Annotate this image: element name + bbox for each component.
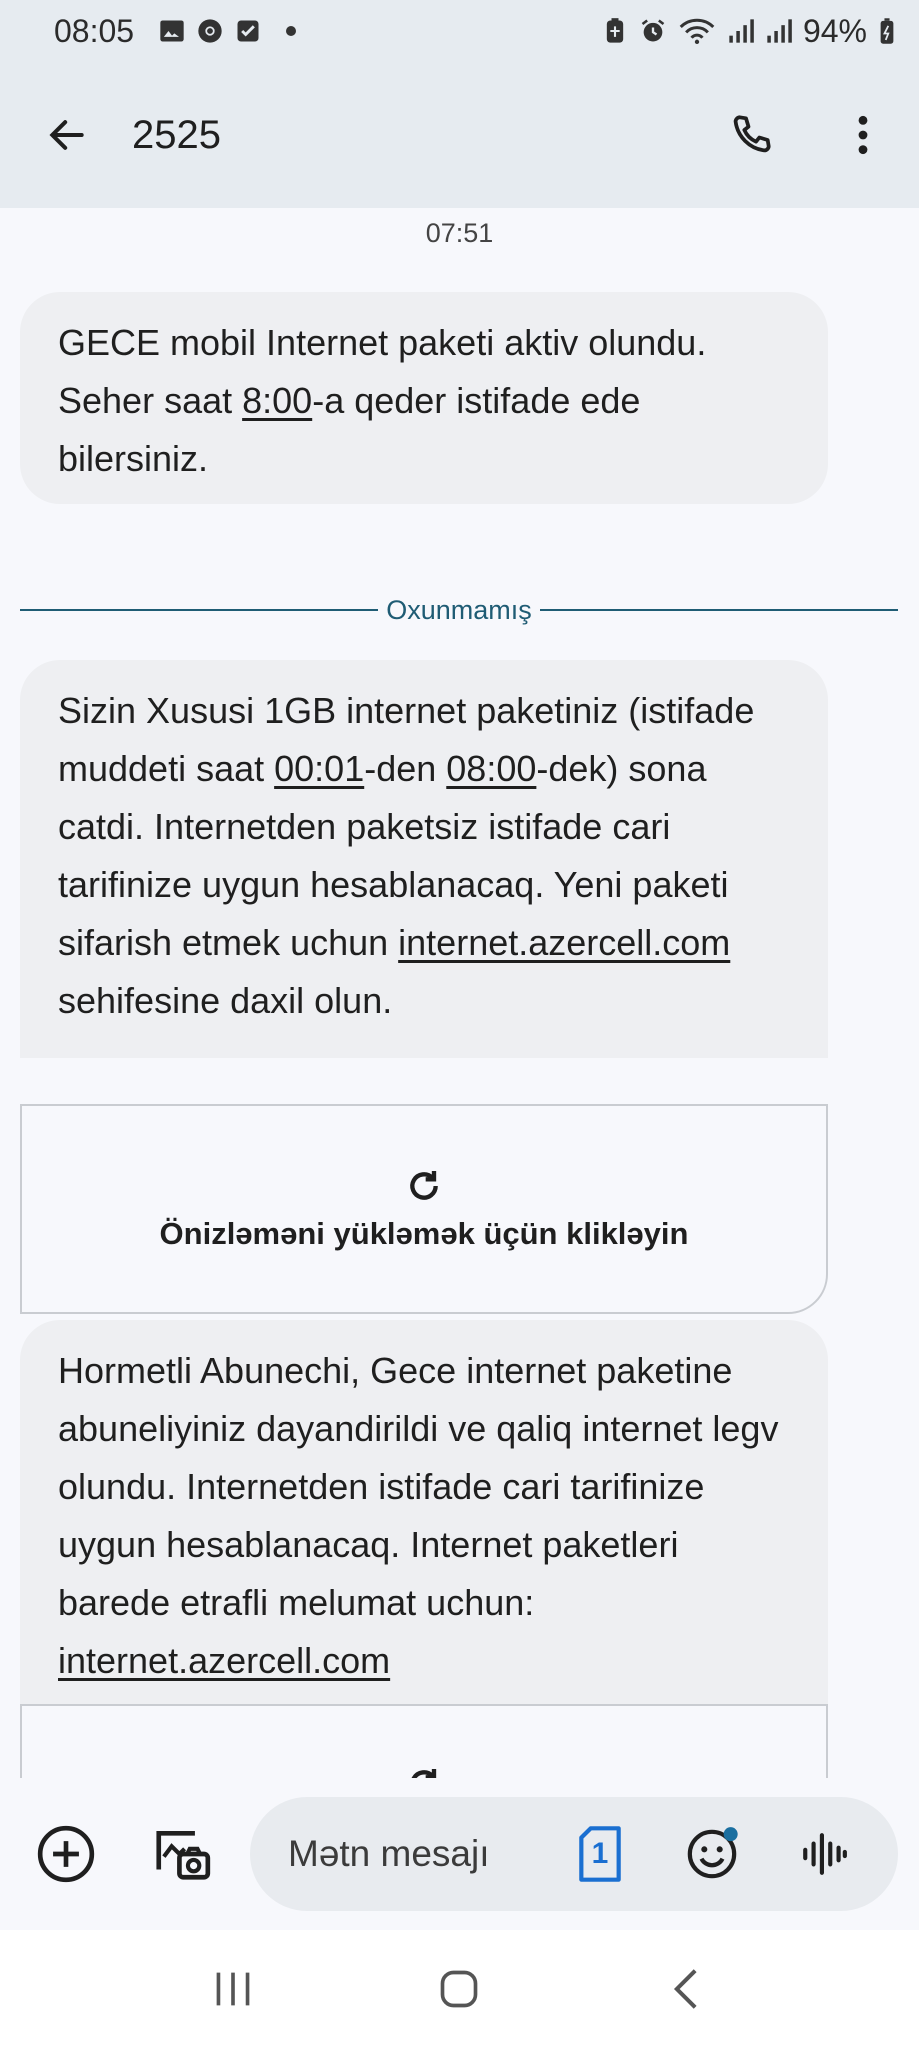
signal-icon (765, 17, 793, 45)
checkbox-icon (234, 17, 262, 45)
message-text: Sizin Xususi 1GB internet paketiniz (istifade muddeti saat (58, 690, 755, 789)
composer-bar (0, 1778, 919, 1930)
message-text: -den (364, 748, 447, 789)
app-bar-actions (721, 105, 893, 165)
unread-divider (20, 590, 898, 630)
status-left (54, 13, 296, 50)
voice-message-button[interactable] (790, 1820, 858, 1888)
message-bubble[interactable] (20, 292, 828, 504)
alarm-icon (639, 17, 667, 45)
recents-icon (211, 1969, 255, 2009)
add-attachment-button[interactable] (32, 1820, 100, 1888)
call-button[interactable] (721, 105, 781, 165)
waveform-icon (799, 1829, 849, 1879)
message-text: sehifesine daxil olun. (58, 980, 393, 1021)
gallery-button[interactable] (148, 1820, 216, 1888)
recent-apps-button[interactable] (193, 1949, 273, 2029)
system-navigation-bar (0, 1930, 919, 2048)
unread-label: Oxunmamış (386, 594, 532, 625)
time-link[interactable]: 8:00 (242, 380, 313, 421)
time-link[interactable]: 00:01 (274, 748, 365, 789)
emoji-button[interactable] (678, 1820, 746, 1888)
more-options-button[interactable] (833, 105, 893, 165)
image-camera-icon (151, 1823, 213, 1885)
url-link[interactable]: internet.azercell.com (398, 922, 731, 963)
link-preview-card[interactable] (20, 1104, 828, 1314)
arrow-left-icon (45, 113, 89, 157)
notification-dot-icon (286, 26, 296, 36)
message-text: GECE mobil Internet paketi aktiv olundu. Seher saat (58, 322, 707, 421)
more-vert-icon (853, 113, 873, 157)
message-text: -dek) sona catdi. Internetden paketsiz istifade cari tarifinize uygun hesablanacaq. Yeni paketi sifarish etmek uchun (58, 748, 729, 963)
chevron-left-icon (666, 1967, 706, 2011)
message-input[interactable] (250, 1797, 898, 1911)
input-actions (566, 1820, 858, 1888)
gallery-icon (158, 17, 186, 45)
back-button[interactable] (32, 100, 102, 170)
message-bubble[interactable] (20, 660, 828, 1058)
battery-icon (877, 17, 897, 45)
conversation-title: 2525 (132, 112, 221, 157)
emoji-icon (684, 1826, 740, 1882)
message-timestamp: 07:51 (425, 218, 494, 248)
signal-icon (727, 17, 755, 45)
wifi-icon (677, 17, 717, 45)
sim-select-button[interactable] (566, 1820, 634, 1888)
battery-percent: 94% (802, 12, 867, 49)
home-icon (437, 1967, 481, 2011)
phone-icon (726, 110, 776, 160)
message-text: -a qeder istifade ede bilersiniz. (58, 380, 641, 479)
link-preview-card[interactable] (20, 1704, 828, 1778)
message-list[interactable] (0, 208, 919, 1778)
message-bubble[interactable] (20, 1320, 828, 1718)
status-time: 08:05 (54, 12, 135, 49)
chrome-icon (196, 17, 224, 45)
time-link[interactable]: 08:00 (446, 748, 537, 789)
refresh-icon (404, 1166, 444, 1206)
home-button[interactable] (419, 1949, 499, 2029)
message-input-placeholder: Mətn mesajı (288, 1833, 490, 1874)
system-back-button[interactable] (646, 1949, 726, 2029)
refresh-icon (404, 1764, 444, 1778)
status-right (601, 13, 897, 50)
load-preview-label: Önizləməni yükləmək üçün klikləyin (159, 1216, 689, 1251)
plus-circle-icon (35, 1823, 97, 1885)
message-text: Hormetli Abunechi, Gece internet paketine abuneliyiniz dayandirildi ve qaliq internet legv olundu. Internetden istifade cari tarifinize uygun hesablanacaq. Internet paketleri barede etrafli melumat uchun: (58, 1350, 779, 1623)
sim-number: 1 (591, 1837, 609, 1870)
status-bar (0, 0, 919, 62)
app-bar (0, 62, 919, 208)
battery-saver-icon (601, 17, 629, 45)
url-link[interactable]: internet.azercell.com (58, 1640, 391, 1681)
